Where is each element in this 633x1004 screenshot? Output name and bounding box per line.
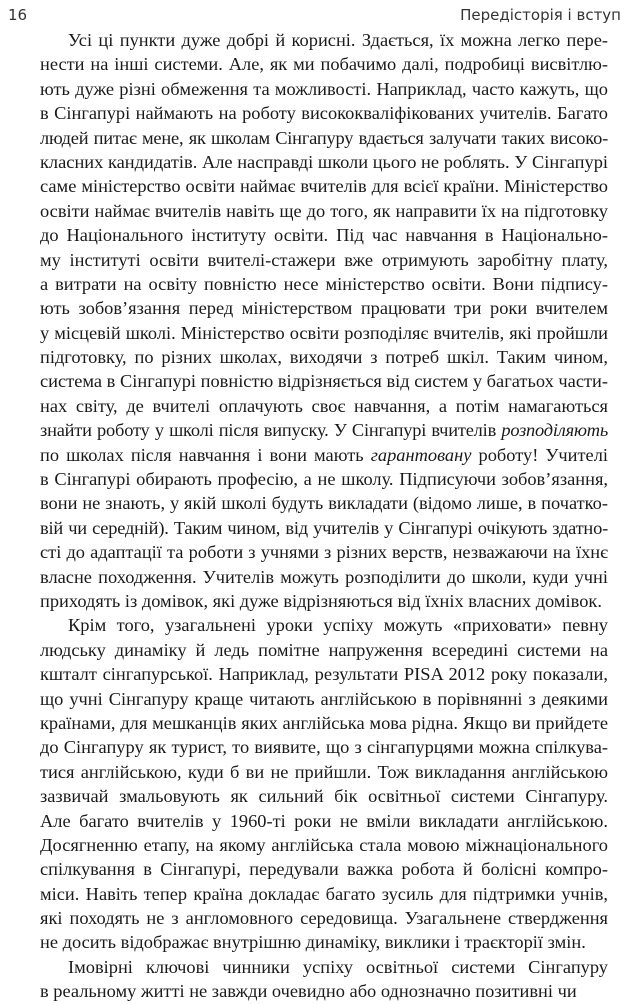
text-line: кшталт сінгапурської. Наприклад, результати PISA 2012 року показали, [40,664,608,685]
text-line: вони не знають, у якій школі будуть викладати (відомо лише, в початко- [40,493,608,514]
page-number: 16 [8,6,28,24]
text-line: Крім того, узагальнені уроки успіху можуть «приховати» певну [68,615,608,636]
text-line: Усі ці пункти дуже добрі й корисні. Здається, їх можна легко пере- [68,30,608,50]
text-line: нах світу, де вчителі оплачують своє навчання, а потім намагаються [40,395,608,416]
text-line: Імовірні ключові чинники успіху освітньої системи Сінгапуру [68,956,608,977]
text-line: знайти роботу у школі після випуску. У Сінгапурі вчителів розподіляють [40,420,608,441]
body-text [40,28,608,1004]
text-line: країнами, для мешканців яких англійська мова рідна. Якщо ви прийдете [40,712,608,733]
text-line: в реальному житті не завжди очевидно або однозначно позитивні чи [40,981,577,1002]
text-line: му інституті освіти вчителі-стажери вже отримують заробітну плату, [40,249,608,270]
text-line: підготовку, по різних школах, виходячи з потреб шкіл. Таким чином, [40,347,608,368]
text-line: зазвичай змальовують як сильний бік освітньої системи Сінгапуру. [40,786,608,807]
text-line: вій чи середній). Таким чином, від учителів у Сінгапурі очікують здатно- [40,517,608,538]
text-line: нести на інші системи. Але, як ми побачимо далі, подробиці висвітлю- [40,54,608,75]
text-line: тися англійською, куди б ви не прийшли. Тож викладання англійською [40,761,608,782]
text-line: людську динаміку й ледь помітне напруження всередині системи на [40,639,608,660]
text-line: саме міністерство освіти наймає вчителів для всієї країни. Міністерство [40,176,608,197]
text-line: в Сінгапурі наймають на роботу висококваліфікованих учителів. Багато [40,103,608,124]
text-line: по школах після навчання і вони мають гарантовану роботу! Учителі [40,444,609,465]
running-header [8,4,621,26]
text-line: спілкування в Сінгапурі, передували важка робота й болісні компро- [40,859,608,880]
text-line: Але багато вчителів у 1960-ті роки не вміли викладати англійською. [40,810,608,831]
text-line: власне походження. Учителів можуть розподілити до школи, куди учні [40,566,608,587]
text-line: освіти наймає вчителів навіть ще до того, як направити їх на підготовку [40,200,608,221]
text-line: ють зобов’язання перед міністерством працювати три роки вчителем [40,298,608,319]
text-line: до Національного інституту освіти. Під час навчання в Національно- [40,225,608,246]
text-line: в Сінгапурі обирають професію, а не школу. Підписуючи зобов’язання, [40,469,608,490]
text-line: міси. Навіть тепер країна докладає багато зусиль для підтримки учнів, [40,883,608,904]
text-line: приходять із домівок, які дуже відрізняються від їхніх власних домівок. [40,590,602,611]
text-line: не досить відображає внутрішню динаміку, виклики і траєкторії змін. [40,932,586,953]
text-line: які походять не з англомовного середовища. Узагальнене ствердження [40,908,608,929]
emphasis: гарантовану [370,444,472,465]
text-line: класних кандидатів. Але насправді школи цього не роблять. У Сінгапурі [40,151,608,172]
section-title: Передісторія і вступ [460,6,621,24]
text-line: Досягненню етапу, на якому англійська стала мовою міжнаціонального [40,834,608,855]
text-line: що учні Сінгапуру краще читають англійською в порівнянні з деякими [40,688,608,709]
text-line: система в Сінгапурі повністю відрізняється від систем у багатьох части- [40,371,608,392]
text-line: сті до адаптації та роботи з учнями з різних верств, незважаючи на їхнє [40,542,608,563]
text-line: до Сінгапуру як турист, то виявите, що з сінгапурцями можна спілкува- [40,737,608,758]
text-line: а витрати на освіту повністю несе міністерство освіти. Вони підпису- [40,273,608,294]
text-line: у місцевій школі. Міністерство освіти розподіляє вчителів, які пройшли [40,322,608,343]
emphasis: розподіляють [501,420,608,441]
text-line: ють дуже різні обмеження та можливості. Наприклад, часто кажуть, що [40,78,608,99]
text-line: людей питає мене, як школам Сінгапуру вдається залучати таких високо- [40,127,608,148]
